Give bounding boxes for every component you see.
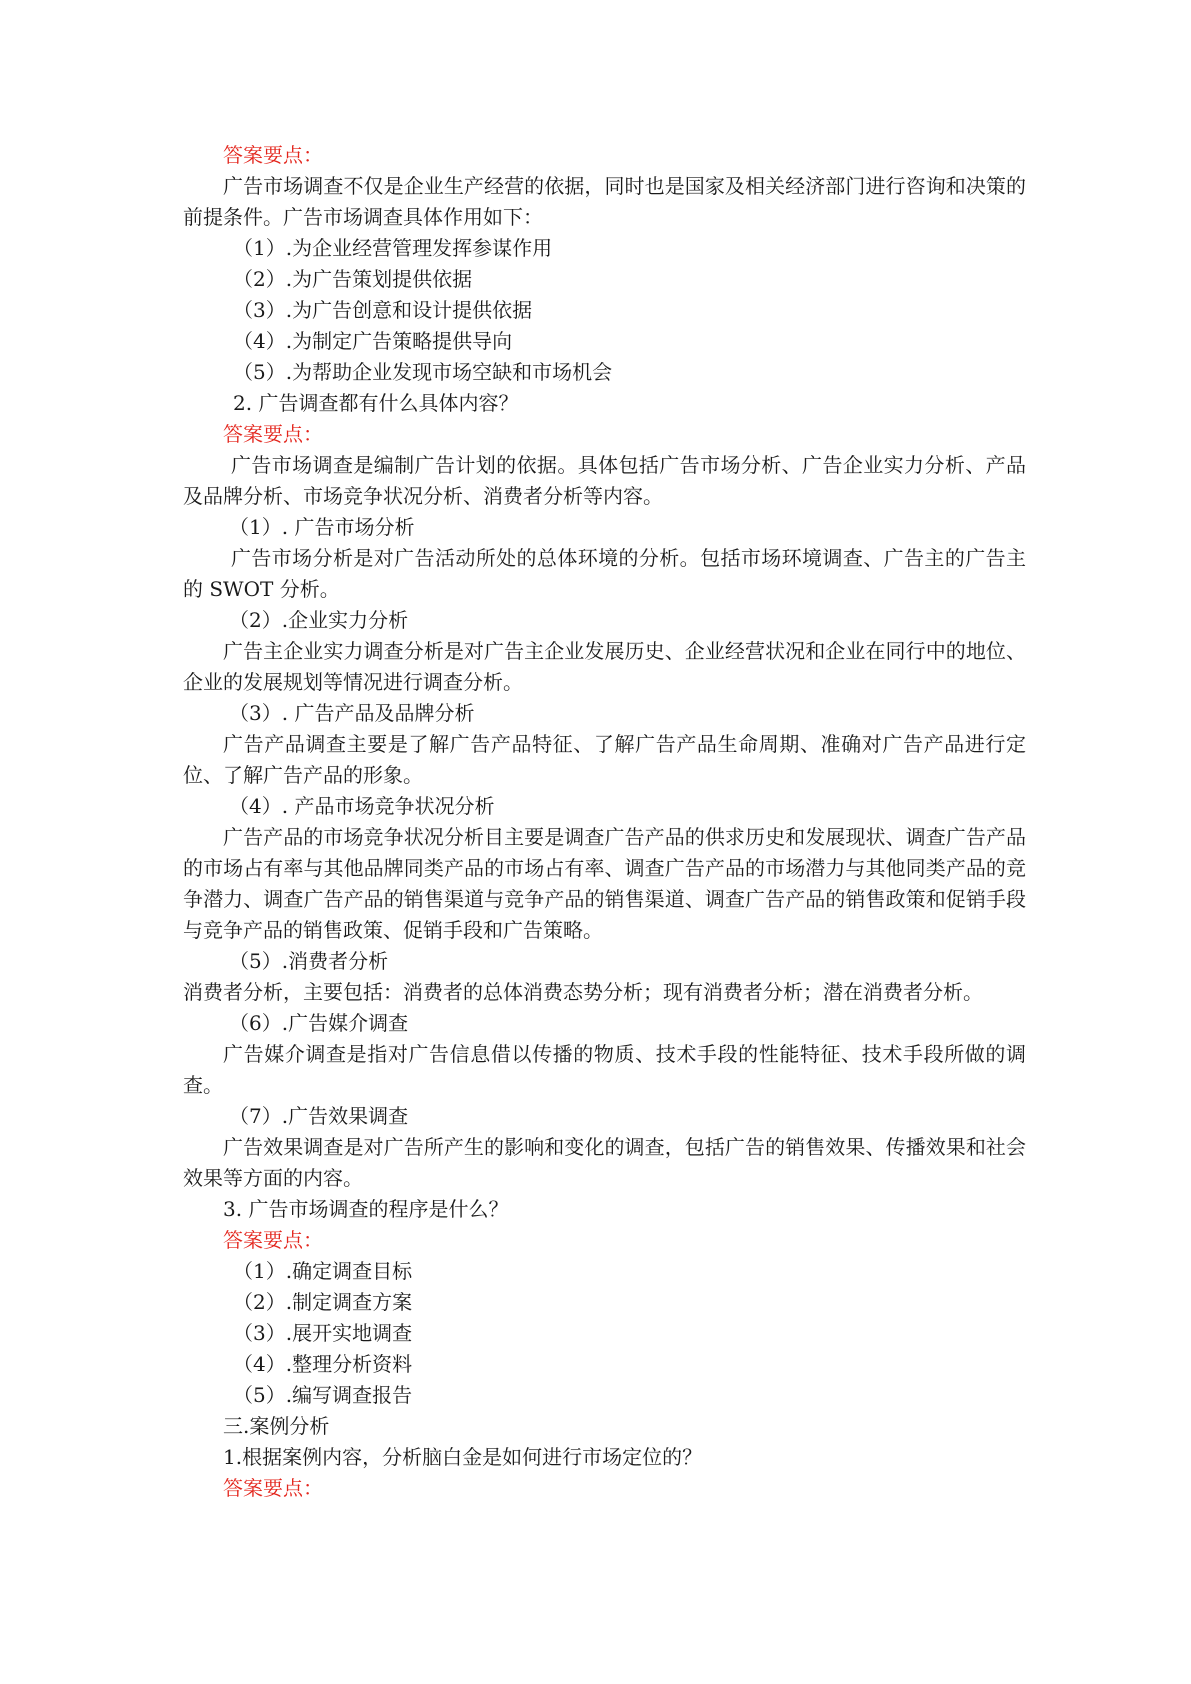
paragraph: 广告产品的市场竞争状况分析目主要是调查广告产品的供求历史和发展现状、调查广告产品的市场占有率与其他品牌同类产品的市场占有率、调查广告产品的市场潜力与其他同类产品的竞争潜力、调查广告产品的销售渠道与竞争产品的销售渠道、调查广告产品的销售政策和促销手段与竞争产品的销售政策、促销手段和广告策略。 <box>183 825 1026 942</box>
subsection-heading: （5）.消费者分析 <box>229 949 389 973</box>
list-item: （5）.为帮助企业发现市场空缺和市场机会 <box>233 360 613 384</box>
paragraph: 广告产品调查主要是了解广告产品特征、了解广告产品生命周期、准确对广告产品进行定位、了解广告产品的形象。 <box>183 732 1026 787</box>
subsection-heading: （3）. 广告产品及品牌分析 <box>229 701 475 725</box>
list-item: （3）.为广告创意和设计提供依据 <box>233 298 533 322</box>
paragraph: 广告主企业实力调查分析是对广告主企业发展历史、企业经营状况和企业在同行中的地位、企业的发展规划等情况进行调查分析。 <box>183 639 1026 694</box>
list-item: （2）.制定调查方案 <box>233 1290 413 1314</box>
list-item: （4）.整理分析资料 <box>233 1352 413 1376</box>
subsection-heading: （4）. 产品市场竞争状况分析 <box>229 794 495 818</box>
answer-heading: 答案要点： <box>223 1228 323 1252</box>
list-item: （1）.确定调查目标 <box>233 1259 413 1283</box>
question-heading: 3. 广告市场调查的程序是什么？ <box>223 1197 509 1221</box>
list-item: （5）.编写调查报告 <box>233 1383 413 1407</box>
subsection-heading: （1）. 广告市场分析 <box>229 515 415 539</box>
list-item: （2）.为广告策划提供依据 <box>233 267 473 291</box>
answer-heading: 答案要点： <box>223 1476 323 1500</box>
paragraph: 消费者分析，主要包括：消费者的总体消费态势分析；现有消费者分析；潜在消费者分析。 <box>183 980 983 1004</box>
list-item: （3）.展开实地调查 <box>233 1321 413 1345</box>
paragraph: 广告市场调查不仅是企业生产经营的依据，同时也是国家及相关经济部门进行咨询和决策的前提条件。广告市场调查具体作用如下： <box>183 174 1026 229</box>
question-heading: 1.根据案例内容，分析脑白金是如何进行市场定位的？ <box>223 1445 703 1469</box>
list-item: （1）.为企业经营管理发挥参谋作用 <box>233 236 553 260</box>
paragraph: 广告市场分析是对广告活动所处的总体环境的分析。包括市场环境调查、广告主的广告主的 SWOT 分析。 <box>183 546 1026 601</box>
answer-heading: 答案要点： <box>223 143 323 167</box>
paragraph: 广告效果调查是对广告所产生的影响和变化的调查，包括广告的销售效果、传播效果和社会效果等方面的内容。 <box>183 1135 1026 1190</box>
section-heading: 三.案例分析 <box>223 1414 330 1438</box>
paragraph: 广告市场调查是编制广告计划的依据。具体包括广告市场分析、广告企业实力分析、产品及品牌分析、市场竞争状况分析、消费者分析等内容。 <box>183 453 1026 508</box>
subsection-heading: （2）.企业实力分析 <box>229 608 409 632</box>
subsection-heading: （6）.广告媒介调查 <box>229 1011 409 1035</box>
paragraph: 广告媒介调查是指对广告信息借以传播的物质、技术手段的性能特征、技术手段所做的调查。 <box>183 1042 1026 1097</box>
answer-heading: 答案要点： <box>223 422 323 446</box>
document-page <box>183 140 1026 1504</box>
list-item: （4）.为制定广告策略提供导向 <box>233 329 513 353</box>
subsection-heading: （7）.广告效果调查 <box>229 1104 409 1128</box>
question-heading: 2. 广告调查都有什么具体内容？ <box>233 391 519 415</box>
